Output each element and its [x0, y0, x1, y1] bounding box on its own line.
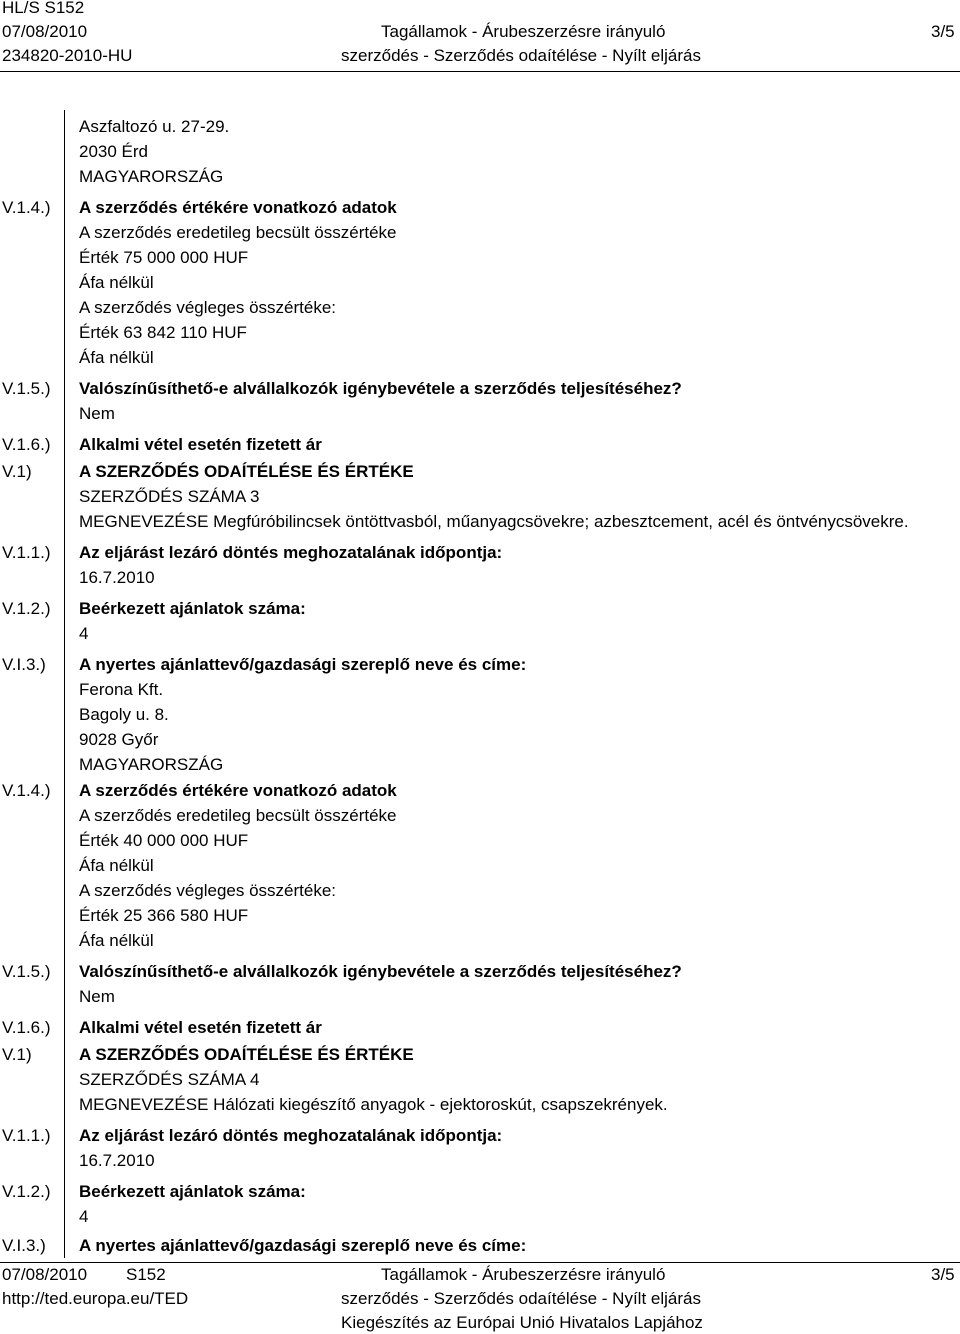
body-text-line: 4	[79, 624, 89, 643]
section-number-label: V.1.6.)	[2, 435, 51, 454]
body-text-line: Aszfaltozó u. 27-29.	[79, 117, 230, 136]
header-page-number: 3/5	[931, 22, 955, 41]
body-text-line: MEGNEVEZÉSE Hálózati kiegészítő anyagok - ejektoroskút, csapszekrények.	[79, 1095, 668, 1114]
section-number-label: V.I.3.)	[2, 1236, 46, 1255]
body-text-line: A szerződés végleges összértéke:	[79, 298, 337, 317]
section-number-label: V.1.4.)	[2, 198, 51, 217]
footer-date: 07/08/2010	[2, 1265, 88, 1284]
section-heading: Valószínűsíthető-e alvállalkozók igénybevétele a szerződés teljesítéséhez?	[79, 379, 682, 398]
header-title-line2: szerződés - Szerződés odaítélése - Nyílt eljárás	[341, 46, 701, 65]
margin-rule	[64, 110, 65, 1258]
body-text-line: 2030 Érd	[79, 142, 148, 161]
section-number-label: V.1.5.)	[2, 962, 51, 981]
header-rule	[0, 71, 960, 72]
footer-journal: S152	[126, 1265, 166, 1284]
body-text-line: Áfa nélkül	[79, 931, 154, 950]
section-heading: A SZERZŐDÉS ODAÍTÉLÉSE ÉS ÉRTÉKE	[79, 1045, 414, 1064]
footer-rule	[0, 1262, 960, 1263]
section-heading: Valószínűsíthető-e alvállalkozók igénybevétele a szerződés teljesítéséhez?	[79, 962, 682, 981]
body-text-line: A szerződés eredetileg becsült összértéke	[79, 223, 397, 242]
body-text-line: 16.7.2010	[79, 1151, 155, 1170]
body-text-line: Nem	[79, 404, 115, 423]
body-text-line: Áfa nélkül	[79, 348, 154, 367]
body-text-line: A szerződés eredetileg becsült összértéke	[79, 806, 397, 825]
body-text-line: Áfa nélkül	[79, 856, 154, 875]
section-heading: Alkalmi vétel esetén fizetett ár	[79, 435, 322, 454]
footer-title-line1: Tagállamok - Árubeszerzésre irányuló	[381, 1265, 666, 1284]
body-text-line: Ferona Kft.	[79, 680, 164, 699]
body-text-line: Bagoly u. 8.	[79, 705, 169, 724]
body-text-line: Áfa nélkül	[79, 273, 154, 292]
section-heading: A SZERZŐDÉS ODAÍTÉLÉSE ÉS ÉRTÉKE	[79, 462, 414, 481]
section-heading: A szerződés értékére vonatkozó adatok	[79, 781, 397, 800]
header-date: 07/08/2010	[2, 22, 88, 41]
section-number-label: V.I.3.)	[2, 655, 46, 674]
body-text-line: SZERZŐDÉS SZÁMA 3	[79, 487, 260, 506]
footer-title-line3: Kiegészítés az Európai Unió Hivatalos Lapjához	[341, 1313, 703, 1332]
section-number-label: V.1.2.)	[2, 1182, 51, 1201]
body-text-line: 16.7.2010	[79, 568, 155, 587]
section-heading: A nyertes ajánlattevő/gazdasági szereplő neve és címe:	[79, 1236, 527, 1255]
section-number-label: V.1.1.)	[2, 1126, 51, 1145]
section-heading: Beérkezett ajánlatok száma:	[79, 599, 306, 618]
body-text-line: MEGNEVEZÉSE Megfúróbilincsek öntöttvasból, műanyagcsövekre; azbesztcement, acél és öntvénycsövekre.	[79, 512, 909, 531]
section-number-label: V.1.6.)	[2, 1018, 51, 1037]
body-text-line: Érték 25 366 580 HUF	[79, 906, 249, 925]
body-text-line: A szerződés végleges összértéke:	[79, 881, 337, 900]
body-text-line: Nem	[79, 987, 115, 1006]
body-text-line: Érték 63 842 110 HUF	[79, 323, 247, 342]
body-text-line: 4	[79, 1207, 89, 1226]
body-text-line: 9028 Győr	[79, 730, 159, 749]
document-id: 234820-2010-HU	[2, 46, 133, 65]
section-number-label: V.1)	[2, 462, 32, 481]
section-heading: A szerződés értékére vonatkozó adatok	[79, 198, 397, 217]
section-number-label: V.1.1.)	[2, 543, 51, 562]
body-text-line: MAGYARORSZÁG	[79, 755, 224, 774]
section-heading: Az eljárást lezáró döntés meghozatalának időpontja:	[79, 543, 503, 562]
journal-ref: HL/S S152	[2, 0, 85, 17]
footer-page-number: 3/5	[931, 1265, 955, 1284]
section-number-label: V.1)	[2, 1045, 32, 1064]
body-text-line: SZERZŐDÉS SZÁMA 4	[79, 1070, 260, 1089]
section-heading: Az eljárást lezáró döntés meghozatalának időpontja:	[79, 1126, 503, 1145]
header-title-line1: Tagállamok - Árubeszerzésre irányuló	[381, 22, 666, 41]
section-number-label: V.1.5.)	[2, 379, 51, 398]
section-number-label: V.1.2.)	[2, 599, 51, 618]
footer-url[interactable]: http://ted.europa.eu/TED	[2, 1289, 189, 1308]
section-heading: Alkalmi vétel esetén fizetett ár	[79, 1018, 322, 1037]
section-number-label: V.1.4.)	[2, 781, 51, 800]
footer-title-line2: szerződés - Szerződés odaítélése - Nyílt eljárás	[341, 1289, 701, 1308]
body-text-line: Érték 40 000 000 HUF	[79, 831, 249, 850]
body-text-line: Érték 75 000 000 HUF	[79, 248, 249, 267]
section-heading: A nyertes ajánlattevő/gazdasági szereplő neve és címe:	[79, 655, 527, 674]
body-text-line: MAGYARORSZÁG	[79, 167, 224, 186]
section-heading: Beérkezett ajánlatok száma:	[79, 1182, 306, 1201]
